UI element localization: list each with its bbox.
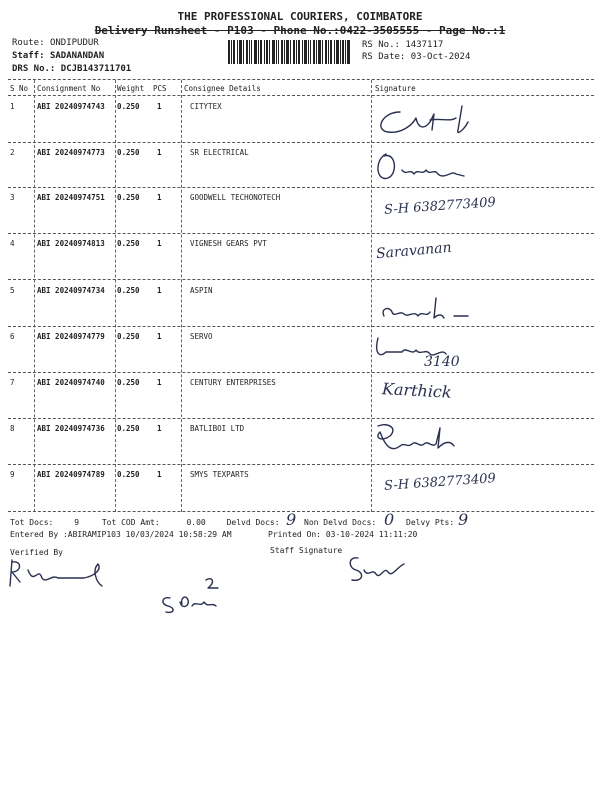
table-row-consignee: BATLIBOI LTD [190, 424, 245, 433]
printed-on-label: Printed On: [268, 530, 321, 539]
table-row-consignee: GOODWELL TECHONOTECH [190, 193, 281, 202]
tot-docs-label: Tot Docs: [10, 518, 54, 527]
table-row-consignment: ABI 20240974751 [37, 193, 105, 202]
table-row-weight: 0.250 [117, 470, 140, 479]
table-row-consignee: SERVO [190, 332, 213, 341]
table-row-consignment: ABI 20240974813 [37, 239, 105, 248]
column-header-consignment: Consignment No [37, 84, 101, 93]
totals-line [10, 518, 280, 527]
column-header-pcs: PCS [153, 84, 167, 93]
entered-by-value: ABIRAMIP103 10/03/2024 10:58:29 AM [67, 530, 232, 539]
handwritten-delvd-docs: 9 [286, 510, 297, 529]
table-row-sno: 3 [10, 193, 15, 202]
handwritten-name: Saravanan [375, 239, 453, 263]
handwritten-phone: S-H 6382773409 [383, 471, 497, 494]
row-separator [8, 326, 594, 327]
rs-no-value: 1437117 [405, 40, 444, 50]
table-row-consignment: ABI 20240974740 [37, 378, 105, 387]
table-row-consignment: ABI 20240974789 [37, 470, 105, 479]
table-row-consignee: CENTURY ENTERPRISES [190, 378, 276, 387]
table-top-rule [8, 79, 594, 80]
table-row-consignee: ASPIN [190, 286, 213, 295]
column-header-signature: Signature [375, 84, 416, 93]
rs-no-line [362, 40, 443, 50]
row-separator [8, 187, 594, 188]
staff-signature [342, 552, 412, 588]
table-bottom-rule [8, 511, 594, 512]
document-title: THE PROFESSIONAL COURIERS, COIMBATORE [177, 10, 423, 23]
non-delvd-label: Non Delvd Docs: [304, 518, 377, 527]
row-separator [8, 279, 594, 280]
rs-no-label: RS No.: [362, 40, 400, 50]
entered-by-line [10, 530, 232, 539]
table-row-consignment: ABI 20240974743 [37, 102, 105, 111]
table-row-sno: 6 [10, 332, 15, 341]
delvy-pts-label: Delvy Pts: [406, 518, 455, 527]
barcode-image [228, 40, 350, 64]
table-row-sno: 1 [10, 102, 15, 111]
signature-mark [370, 418, 480, 460]
table-row-pcs: 1 [157, 378, 162, 387]
row-separator [8, 372, 594, 373]
staff-value: SADANANDAN [49, 51, 105, 61]
column-header-sno: S No [10, 84, 29, 93]
table-row-pcs: 1 [157, 470, 162, 479]
handwritten-name: Karthick [381, 379, 453, 402]
row-separator [8, 233, 594, 234]
rs-date-line [362, 52, 470, 62]
column-header-weight: Weight [117, 84, 145, 93]
handwritten-delvy-pts: 9 [458, 510, 469, 529]
table-row-consignee: CITYTEX [190, 102, 222, 111]
table-row-sno: 4 [10, 239, 15, 248]
verified-by-label: Verified By [10, 548, 63, 557]
table-row-sno: 7 [10, 378, 15, 387]
table-row-consignee: SMYS TEXPARTS [190, 470, 249, 479]
row-separator [8, 418, 594, 419]
table-row-sno: 5 [10, 286, 15, 295]
handwritten-phone: S-H 6382773409 [383, 195, 497, 218]
tot-cod-label: Tot COD Amt: [101, 518, 160, 527]
tot-docs-value: 9 [74, 518, 80, 527]
table-row-consignee: VIGNESH GEARS PVT [190, 239, 267, 248]
table-row-weight: 0.250 [117, 378, 140, 387]
route-line [12, 38, 99, 48]
table-row-pcs: 1 [157, 286, 162, 295]
table-row-consignment: ABI 20240974773 [37, 148, 105, 157]
handwritten-non-delvd: 0 [384, 510, 395, 529]
verified-signature [6, 556, 116, 592]
column-divider [34, 80, 35, 512]
staff-line [12, 51, 104, 61]
printed-on-line [268, 530, 417, 539]
table-row-pcs: 1 [157, 332, 162, 341]
table-row-consignment: ABI 20240974779 [37, 332, 105, 341]
handwritten-note: 3140 [424, 354, 460, 370]
table-row-sno: 2 [10, 148, 15, 157]
printed-on-value: 03-10-2024 11:11:20 [325, 530, 418, 539]
staff-label: Staff: [12, 51, 45, 61]
entered-by-label: Entered By : [10, 530, 68, 539]
drs-label: DRS No.: [12, 64, 56, 74]
column-divider [181, 80, 182, 512]
table-row-weight: 0.250 [117, 286, 140, 295]
table-row-consignment: ABI 20240974734 [37, 286, 105, 295]
table-row-consignment: ABI 20240974736 [37, 424, 105, 433]
row-separator [8, 142, 594, 143]
rs-date-label: RS Date: [362, 52, 406, 62]
signature-mark [372, 146, 482, 188]
table-row-weight: 0.250 [117, 239, 140, 248]
delvd-docs-label: Delvd Docs: [226, 518, 280, 527]
drs-value: DCJB143711701 [60, 64, 132, 74]
table-row-pcs: 1 [157, 424, 162, 433]
rs-date-value: 03-Oct-2024 [410, 52, 471, 62]
staff-signature-label: Staff Signature [270, 546, 343, 555]
signature-mark [374, 290, 474, 326]
table-row-consignee: SR ELECTRICAL [190, 148, 249, 157]
route-value: ONDIPUDUR [49, 38, 99, 48]
table-row-weight: 0.250 [117, 102, 140, 111]
table-row-weight: 0.250 [117, 148, 140, 157]
table-row-weight: 0.250 [117, 424, 140, 433]
table-row-weight: 0.250 [117, 332, 140, 341]
column-divider [115, 80, 116, 512]
table-row-sno: 8 [10, 424, 15, 433]
route-label: Route: [12, 38, 45, 48]
table-row-pcs: 1 [157, 239, 162, 248]
drs-line [12, 64, 131, 74]
initials-signature [152, 574, 232, 614]
table-row-pcs: 1 [157, 148, 162, 157]
table-header-rule [8, 95, 594, 96]
row-separator [8, 464, 594, 465]
table-row-sno: 9 [10, 470, 15, 479]
column-header-consignee: Consignee Details [184, 84, 261, 93]
tot-cod-value: 0.00 [186, 518, 206, 527]
document-subtitle: Delivery Runsheet - P103 - Phone No.:0422-3505555 - Page No.:1 [94, 24, 506, 37]
table-row-weight: 0.250 [117, 193, 140, 202]
signature-mark [372, 100, 492, 140]
table-row-pcs: 1 [157, 193, 162, 202]
table-row-pcs: 1 [157, 102, 162, 111]
